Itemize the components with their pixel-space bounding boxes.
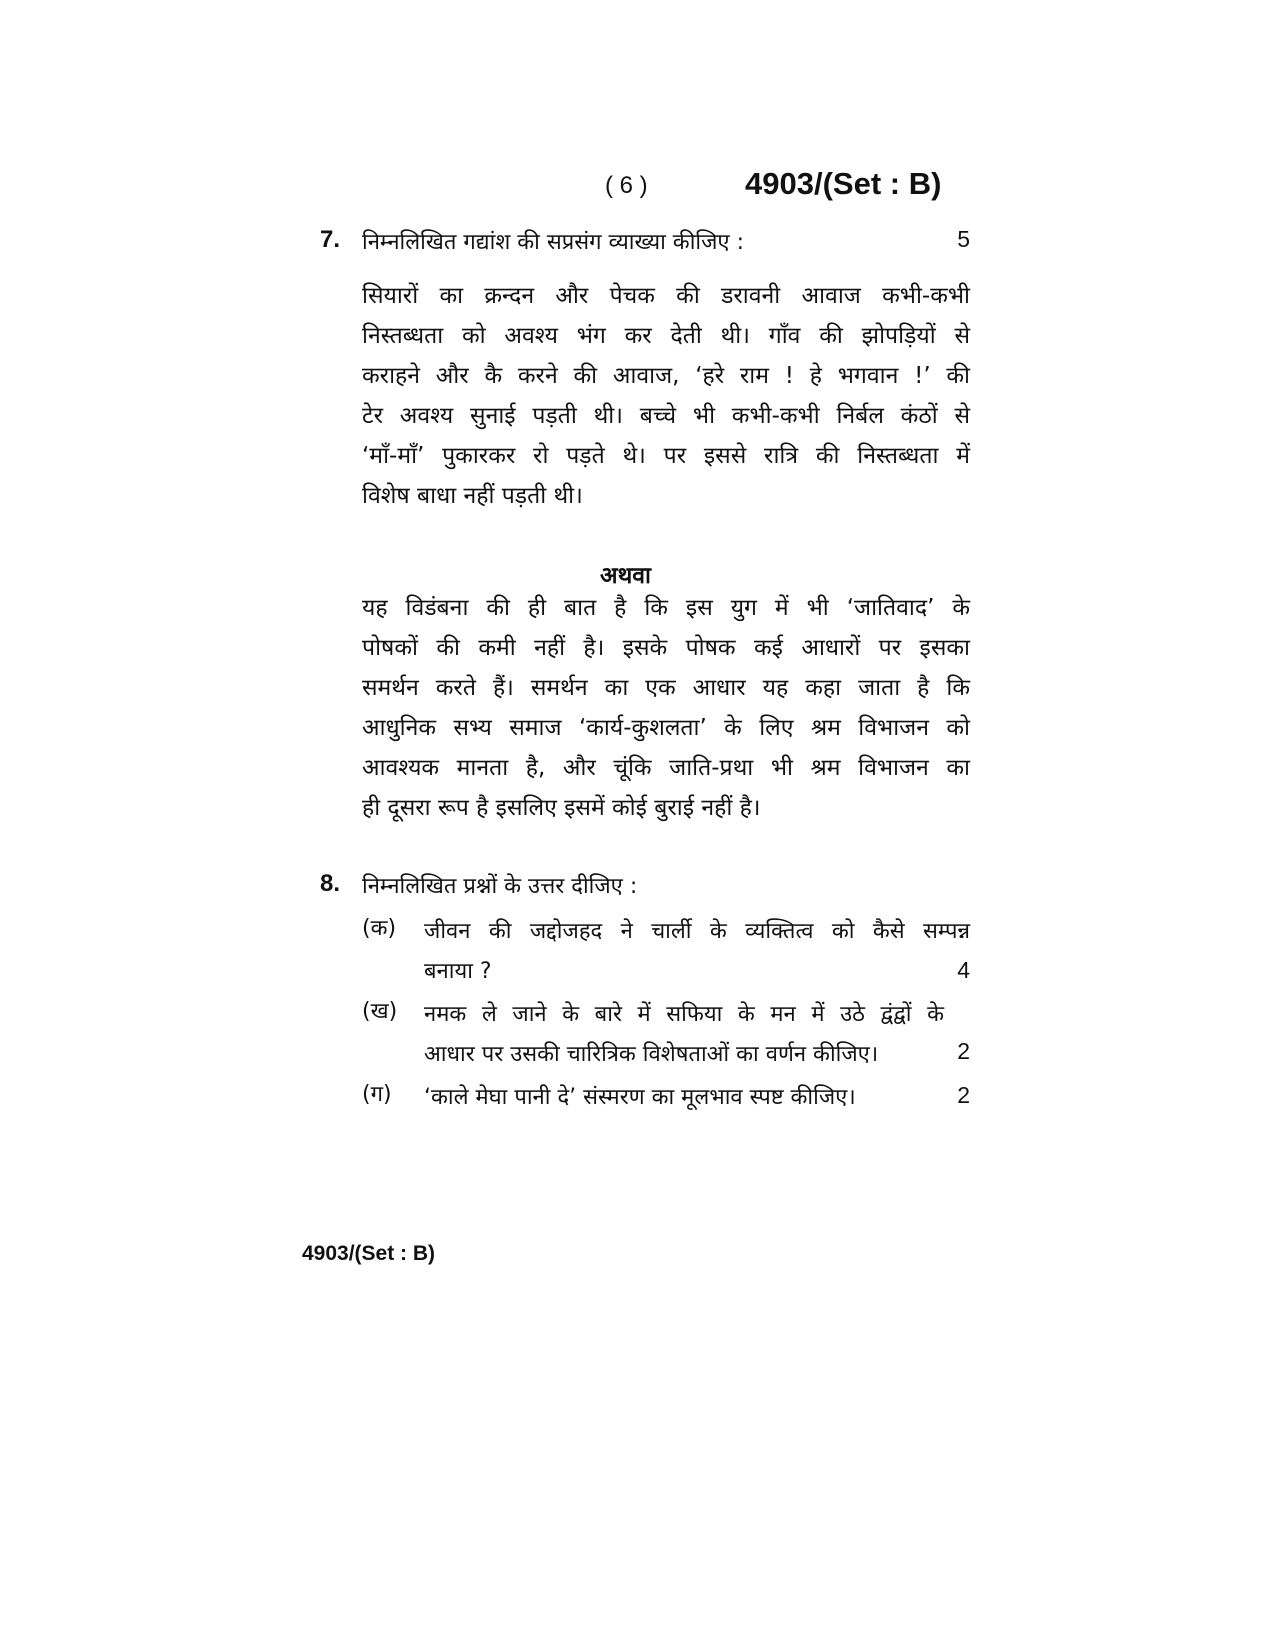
passage-1 [362, 276, 970, 516]
passage-line: सियारों का क्रन्दन और पेचक की डरावनी आवाज कभी-कभी [362, 283, 970, 309]
passage-line: आधुनिक सभ्य समाज ‘कार्य-कुशलता’ के लिए श्रम विभाजन को [362, 715, 970, 741]
set-code-footer: 4903/(Set : B) [302, 1242, 436, 1265]
sub-question-marks: 2 [957, 1082, 970, 1108]
passage-line: पोषकों की कमी नहीं है। इसके पोषक कई आधारों पर इसका [362, 635, 970, 661]
passage-line: यह विडंबना की ही बात है कि इस युग में भी ‘जातिवाद’ के [362, 595, 970, 621]
passage-line: निस्तब्धता को अवश्य भंग कर देती थी। गाँव की झोपड़ियों से [362, 323, 970, 349]
set-code-header: 4903/(Set : B) [745, 166, 942, 201]
passage-line: ‘माँ-माँ’ पुकारकर रो पड़ते थे। पर इससे रात्रि की निस्तब्धता में [362, 443, 970, 469]
passage-line: ही दूसरा रूप है इसलिए इसमें कोई बुराई नहीं है। [362, 795, 761, 821]
passage-line: टेर अवश्य सुनाई पड़ती थी। बच्चे भी कभी-कभी निर्बल कंठों से [362, 403, 970, 429]
passage-line: समर्थन करते हैं। समर्थन का एक आधार यह कहा जाता है कि [362, 675, 970, 701]
sub-question-line: बनाया ? [424, 959, 492, 984]
sub-question-label: (ख) [362, 999, 398, 1024]
question-number: 7. [320, 226, 341, 253]
or-separator: अथवा [600, 563, 652, 589]
question-instruction: निम्नलिखित गद्यांश की सप्रसंग व्याख्या कीजिए : [362, 230, 744, 255]
passage-line: कराहने और कै करने की आवाज, ‘हरे राम ! हे भगवान !’ की [362, 363, 970, 389]
sub-question-marks: 4 [957, 957, 970, 983]
sub-question-label: (ग) [362, 1082, 392, 1107]
sub-question-line: जीवन की जद्दोजहद ने चार्ली के व्यक्तित्व को कैसे सम्पन्न [424, 919, 970, 944]
passage-2 [362, 588, 970, 828]
sub-question-line: नमक ले जाने के बारे में सफिया के मन में उठे द्वंद्वों के [424, 1002, 944, 1027]
passage-line: आवश्यक मानता है, और चूंकि जाति-प्रथा भी श्रम विभाजन का [362, 755, 970, 781]
question-number: 8. [320, 870, 341, 897]
question-marks: 5 [957, 226, 970, 252]
page-number: ( 6 ) [605, 172, 648, 199]
sub-question-line: ‘काले मेघा पानी दे’ संस्मरण का मूलभाव स्पष्ट कीजिए। [424, 1085, 856, 1110]
sub-question-label: (क) [362, 916, 397, 941]
question-instruction: निम्नलिखित प्रश्नों के उत्तर दीजिए : [362, 874, 638, 899]
sub-question-marks: 2 [957, 1038, 970, 1064]
sub-question-line: आधार पर उसकी चारित्रिक विशेषताओं का वर्णन कीजिए। [424, 1042, 879, 1067]
passage-line: विशेष बाधा नहीं पड़ती थी। [362, 483, 583, 509]
